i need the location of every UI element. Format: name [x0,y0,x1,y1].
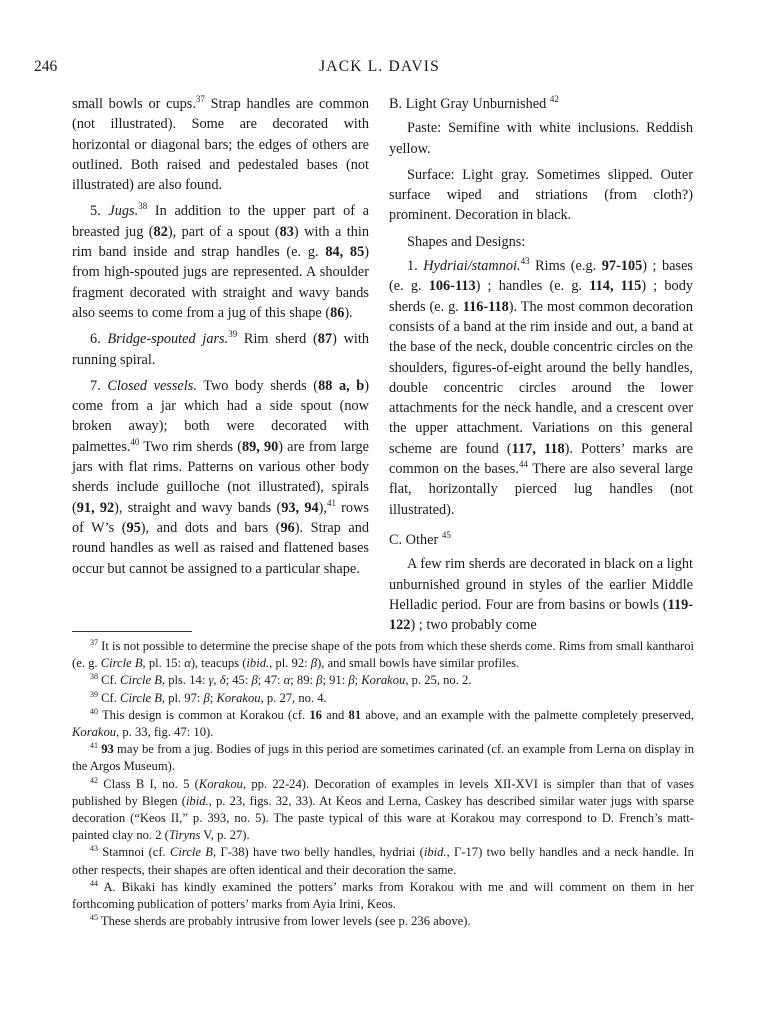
paragraph-other: A few rim sherds are decorated in black on a light unburnished ground in styles of the earlier Middle Helladic period. Four are from basins or bowls (119-122) ; two probably come [389,556,693,634]
footnote-40: $^{40}$ This design is common at Korakou (cf. 16 and 81 above, and an example with the palmette completely preserved, Korakou, p. 33, fig. 47: 10). [72,706,695,740]
footnote-ref: 45 [441,530,451,541]
section-heading-b: B. Light Gray Unburnished $^{42}$ [389,94,559,112]
section-heading-c: C. Other $^{45}$ [389,530,451,548]
paragraph-bowls: small bowls or cups.$^{37}$ Strap handles are common (not illustrated). Some are decorated with horizontal or diagonal bars; the edges of others are outlined. Both raised and pedestaled bases (not illustrated) are also found. [72,94,370,194]
section-title: Closed vessels. [107,377,197,394]
footnote-37: $^{37}$ It is not possible to determine the precise shape of the pots from which these sherds come. Rims from small kantharoi (e. g. Circle B, pl. 15: α), teacups (ibid., pl. 92: β), and small bowls have similar profiles. [72,637,694,671]
section-title: Hydriai/stamnoi. [423,258,521,275]
footnote-divider [72,631,192,632]
running-head: JACK L. DAVIS [319,58,440,75]
footnote-ref: 43 [520,256,530,267]
catalog-ref: 116-118 [462,298,509,315]
catalog-ref: 89, 90 [241,438,279,455]
footnote-ref: 39 [228,329,238,340]
footnote-42: $^{42}$ Class B I, no. 5 (Korakou, pp. 22-24). Decoration of examples in levels XII-XVI is simpler than that of vases published by Blegen (ibid., p. 23, figs. 32, 33). At Keos and Lerna, Caskey has described similar water jugs with sparse decoration (“Keos II,” p. 393, no. 5). The paste typical of this ware at Korakou may correspond to D. French’s matt-painted clay no. 2 (Tiryns V, p. 27). [72,775,695,843]
catalog-ref: 114, 115 [589,278,642,295]
paste-description: Paste: Semifine with white inclusions. Reddish yellow. [389,120,693,157]
page-number: 246 [34,58,58,75]
catalog-ref: 95 [126,519,141,536]
catalog-ref: 117, 118 [511,440,565,457]
footnote-ref: 40 [130,436,140,447]
section-title: Jugs. [108,203,139,220]
footnote-ref: 41 [326,497,336,508]
paragraph-bridge-spouted: 6. Bridge-spouted jars.$^{39}$ Rim sherd (87) with running spiral. [72,329,369,368]
shapes-heading: Shapes and Designs: [407,233,526,250]
paragraph-hydriai: 1. Hydriai/stamnoi.$^{43}$ Rims (e.g. 97-105) ; bases (e. g. 106-113) ; handles (e. g. 114, 115) ; body sherds (e. g. 116-118). The most common decoration consists of a band at the rim inside and out, a band at the base of the neck, double concentric circles on the shoulders, figures-of-eight around the belly handles, double concentric circles around the lower attachments for the neck handle, and a crescent over the upper attachment. Variations on this general scheme are found (117, 118). Potters’ marks are common on the bases.$^{44}$ There are also several large flat, horizontally pierced lug handles (not illustrated). [389,256,694,518]
footnote-ref: 42 [549,94,559,105]
paragraph-closed-vessels: 7. Closed vessels. Two body sherds (88 a, b) come from a jar which had a side spout (now broken away); both were decorated with palmettes.$^{40}$ Two rim sherds (89, 90) are from large jars with flat rims. Patterns on various other body sherds include guilloche (not illustrated), spirals (91, 92), straight and wavy bands (93, 94),$^{41}$ rows of W’s (95), and dots and bars (96). Strap and round handles as well as raised and flattened bases occur but cannot be assigned to a particular shape. [72,377,369,577]
catalog-ref: 97-105 [601,258,643,275]
page-header [0,58,759,80]
footnote-41: $^{41}$ 93 may be from a jug. Bodies of jugs in this period are sometimes carinated (cf. an example from Lerna on display in the Argos Museum). [72,741,694,774]
footnote-ref: 38 [138,201,148,212]
catalog-ref: 84, 85 [325,244,365,261]
footnote-ref: 44 [518,459,528,470]
catalog-ref: 93, 94 [281,499,319,516]
paragraph-jugs: 5. Jugs.$^{38}$ In addition to the upper part of a breasted jug (82), part of a spout (83) with a thin rim band inside and strap handles (e. g. 84, 85) from high-spouted jugs are represented. A shoulder fragment decorated with straight and wavy bands also seems to come from a jug of this shape (86). [72,201,370,321]
catalog-ref: 96 [280,519,295,536]
catalog-ref: 91, 92 [76,499,115,516]
catalog-ref: 83 [279,223,294,240]
footnote-45: $^{45}$ These sherds are probably intrusive from lower levels (see p. 236 above). [90,913,471,929]
footnote-44: $^{44}$ A. Bikaki has kindly examined the potters’ marks from Korakou with me and will comment on them in her forthcoming publication of potters’ marks from Ayia Irini, Keos. [72,878,694,912]
left-column [72,94,369,585]
surface-description: Surface: Light gray. Sometimes slipped. Outer surface wiped and striations (from cloth?) prominent. Decoration in black. [389,166,693,224]
footnote-39: $^{39}$ Cf. Circle B, pl. 97: β; Korakou, p. 27, no. 4. [90,689,327,705]
catalog-ref: 106-113 [428,278,476,295]
catalog-ref: 119-122 [389,596,693,634]
footnotes [72,638,694,930]
section-title: Bridge-spouted jars. [107,331,229,348]
catalog-ref: 86 [330,304,345,321]
catalog-ref: 88 a, b [318,377,365,394]
catalog-ref: 87 [317,331,333,348]
footnote-38: $^{38}$ Cf. Circle B, pls. 14: γ, δ; 45: β; 47: α; 89: β; 91: β; Korakou, p. 25, no. 2. [90,672,472,688]
right-column [389,94,693,641]
catalog-ref: 82 [153,223,168,240]
footnote-43: $^{43}$ Stamnoi (cf. Circle B, Γ-38) have two belly handles, hydriai (ibid., Γ-17) two belly handles and a neck handle. In other respects, their shapes are often identical and their decoration the same. [72,844,694,877]
footnote-ref: 37 [195,94,205,105]
